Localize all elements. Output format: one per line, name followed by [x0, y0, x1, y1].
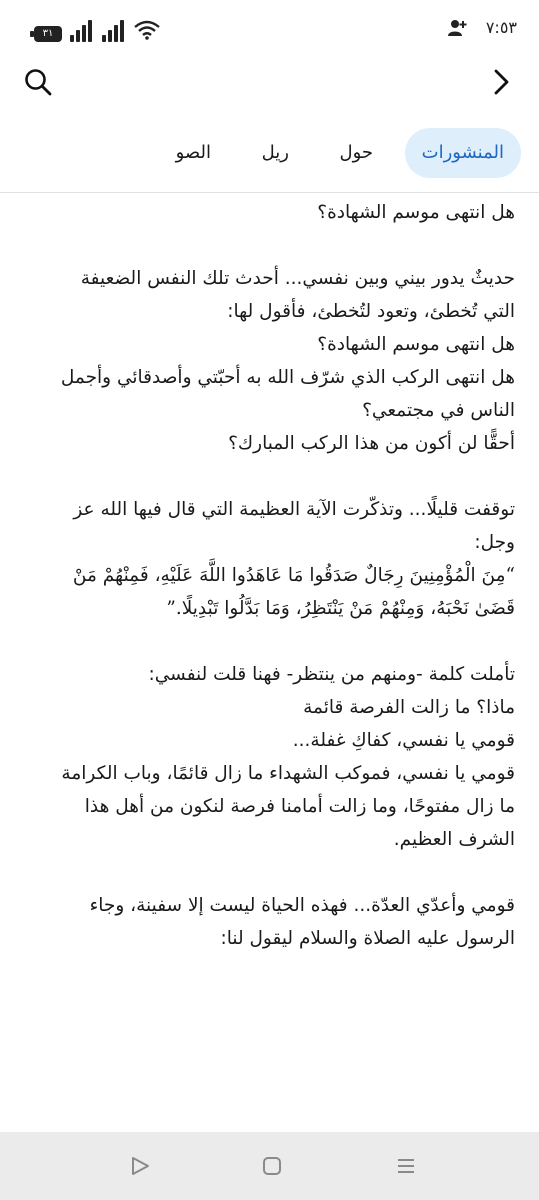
tab-about[interactable]: حول	[339, 142, 373, 163]
post-line: ماذا؟ ما زالت الفرصة قائمة	[303, 697, 515, 718]
signal-icon	[102, 20, 126, 42]
tab-posts[interactable]: المنشورات	[405, 128, 521, 178]
back-triangle-icon[interactable]	[128, 1154, 152, 1178]
post-line: هل انتهى موسم الشهادة؟	[317, 202, 515, 223]
post-quote-line: “مِنَ الْمُؤْمِنِينَ رِجَالٌ صَدَقُوا مَا عَاهَدُوا اللَّهَ عَلَيْهِ، فَمِنْهُمْ مَنْ	[72, 565, 515, 586]
tab-photos[interactable]: الصو	[175, 142, 211, 163]
post-line: حديثٌ يدور بيني وبين نفسي... أحدث تلك النفس الضعيفة	[80, 268, 515, 289]
search-icon[interactable]	[22, 66, 54, 98]
post-line: الشرف العظيم.	[393, 829, 515, 850]
app-header	[0, 58, 539, 108]
person-add-icon	[447, 18, 467, 38]
post-line: توقفت قليلًا... وتذكّرت الآية العظيمة التي قال فيها الله عز	[73, 499, 515, 520]
post-line: وجل:	[474, 532, 515, 553]
battery-icon	[30, 26, 62, 42]
tab-reels[interactable]: ريل	[261, 142, 289, 163]
post-line: الرسول عليه الصلاة والسلام ليقول لنا:	[220, 928, 515, 949]
post-body	[0, 196, 539, 1132]
home-square-icon[interactable]	[260, 1154, 284, 1178]
system-nav-bar	[0, 1132, 539, 1200]
post-line: أحقًّا لن أكون من هذا الركب المبارك؟	[228, 433, 515, 454]
tabs-divider	[0, 192, 539, 193]
post-line: هل انتهى موسم الشهادة؟	[317, 334, 515, 355]
status-bar	[0, 0, 539, 58]
post-line: قومي وأعدّي العدّة... فهذه الحياة ليست إلا سفينة، وجاء	[89, 895, 515, 916]
post-line: ما زال مفتوحًا، وما زالت أمامنا فرصة لنكون من أهل هذا	[84, 796, 515, 817]
chevron-right-icon[interactable]	[485, 66, 517, 98]
post-line: الناس في مجتمعي؟	[362, 400, 515, 421]
wifi-icon	[134, 20, 160, 40]
recents-menu-icon[interactable]	[394, 1154, 418, 1178]
post-blank-line	[24, 856, 515, 889]
battery-level: ٣١	[34, 26, 62, 42]
signal-icon	[70, 20, 94, 42]
post-quote-line: قَضَىٰ نَحْبَهُ، وَمِنْهُمْ مَنْ يَنْتَظِرُ، وَمَا بَدَّلُوا تَبْدِيلًا.”	[166, 598, 515, 619]
profile-tabs	[0, 124, 539, 184]
post-blank-line	[24, 229, 515, 262]
post-blank-line	[24, 460, 515, 493]
status-time: ٧:٥٣	[485, 18, 517, 37]
post-blank-line	[24, 625, 515, 658]
post-line: تأملت كلمة -ومنهم من ينتظر- فهنا قلت لنفسي:	[148, 664, 515, 685]
post-line: قومي يا نفسي، كفاكِ غفلة...	[292, 730, 515, 751]
post-line: قومي يا نفسي، فموكب الشهداء ما زال قائمًا، وباب الكرامة	[61, 763, 515, 784]
post-line: التي تُخطئ، وتعود لتُخطئ، فأقول لها:	[227, 301, 515, 322]
post-line: هل انتهى الركب الذي شرّف الله به أحبّتي وأصدقائي وأجمل	[60, 367, 515, 388]
